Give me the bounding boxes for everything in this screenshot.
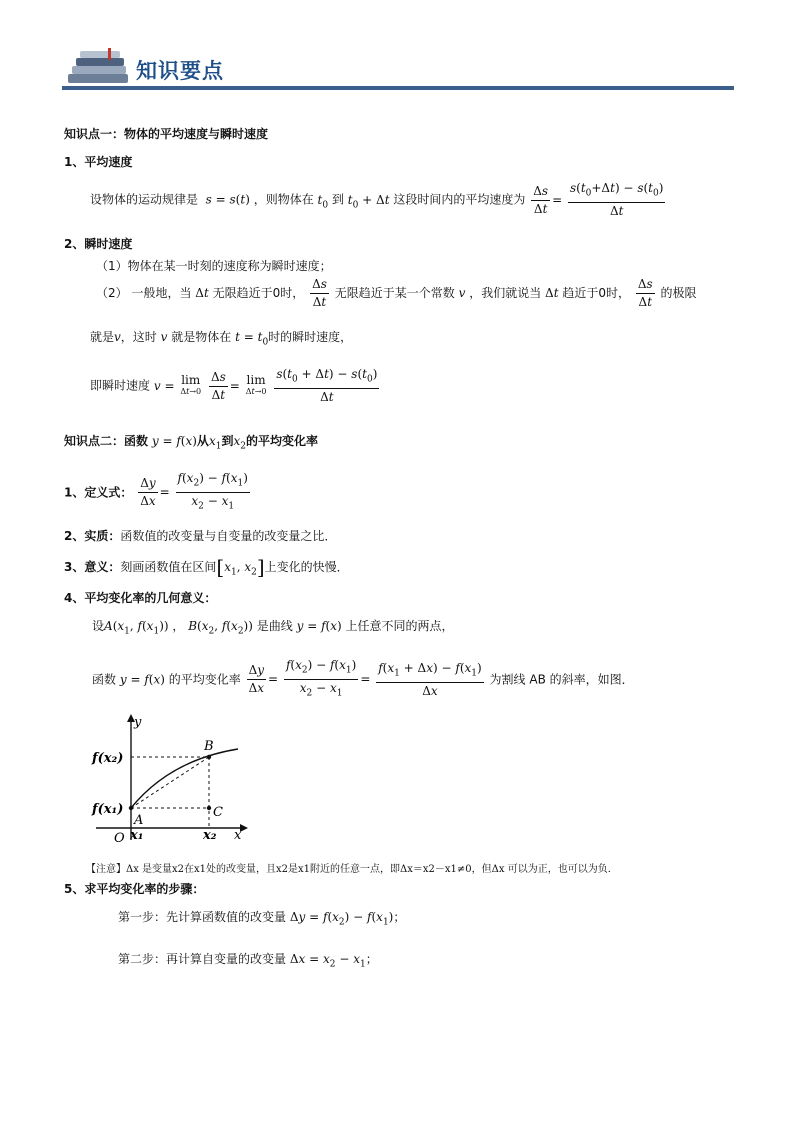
page-title: 知识要点: [136, 59, 224, 83]
dt-symbol: Δt: [195, 286, 209, 300]
essence-text: 函数值的改变量与自变量的改变量之比．: [120, 529, 337, 543]
point-b: [207, 755, 211, 759]
rate-formula: $\frac{\Delta y}{\Delta x}$ = $\frac{f(x_2) - f(x_1)}{x_2 - x_1}$ = $\frac{f(x_1 + \Delta x) - f(x_1)}{\Delta x}$: [248, 658, 482, 699]
avg-text-a: 设物体的运动规律是: [90, 192, 199, 207]
step2-end: ；: [365, 952, 378, 966]
avg-text-b: ，则物体在: [253, 192, 314, 207]
x-axis-label: x: [234, 828, 242, 843]
note-text: 【注意】Δx 是变量x2在x1处的改变量，且x2是x1附近的任意一点，即Δx＝x2－x1≠0，但Δx 可以为正，也可以为负．: [86, 864, 618, 875]
geo-text-c: 上任意不同的两点，: [345, 619, 454, 633]
x2-symbol: $x_2$: [233, 434, 246, 452]
fx2-label: f(x₂): [92, 751, 124, 766]
x1-symbol: $x_1$: [208, 434, 222, 452]
rate-text-b: 的平均变化率: [168, 672, 241, 687]
t0-dt-symbol: $t_0 + \Delta t$: [347, 192, 390, 211]
dt-symbol-2: Δt: [545, 286, 559, 300]
item2-text-b: 无限趋近于0时，: [212, 286, 305, 300]
function-curve: [131, 749, 238, 808]
step1-text: 第一步：先计算函数值的改变量: [118, 910, 287, 924]
point-c: [207, 806, 211, 810]
line2-text-c: 就是物体在: [171, 330, 232, 344]
header-logo: [64, 48, 136, 88]
point-a-label: A: [134, 813, 144, 828]
line2-text-a: 就是: [90, 330, 115, 344]
item2-text-a: （2） 一般地，当: [96, 286, 192, 300]
inst-velocity-formula: [90, 366, 381, 406]
rate-text-c: 为割线 AB 的斜率，如图．: [489, 672, 634, 687]
heading-c: 到: [221, 434, 234, 448]
ds-dt-fraction-2: $\frac{\Delta s}{\Delta t}$: [637, 277, 653, 309]
geo-heading: 4、平均变化率的几何意义：: [64, 591, 217, 605]
point-a: [129, 806, 133, 810]
item2-text-e: 趋近于0时，: [562, 286, 631, 300]
point-a-coords: $A(x_1$, $f(x_1)$): [104, 619, 169, 637]
essence-label: 2、实质：: [64, 529, 121, 543]
geo-text-a: 设: [92, 619, 105, 633]
law-formula: s = s(t): [201, 192, 250, 207]
v-symbol-2: v: [114, 330, 121, 344]
section1-heading: 知识点一：物体的平均速度与瞬时速度: [64, 127, 269, 141]
section2-heading: [64, 432, 318, 451]
avg-text-c: 到: [331, 192, 344, 207]
books-icon: [64, 48, 136, 88]
secant-line: [131, 757, 209, 808]
inst-item1: （1）物体在某一时刻的速度称为瞬时速度；: [96, 259, 332, 273]
point-b-coords: $B(x_2$, $f(x_2)$): [188, 619, 253, 637]
step2-line: [118, 950, 378, 969]
interval-formula: [$x_1$, $x_2$]: [216, 555, 265, 579]
ds-dt-fraction: $\frac{\Delta s}{\Delta t}$: [312, 277, 327, 309]
meaning-line: [64, 555, 349, 579]
formula-prefix: 即瞬时速度: [90, 378, 151, 393]
y-eq-fx-2: y = f(x): [119, 672, 165, 687]
t0-symbol: $t_0$: [317, 192, 329, 211]
avg-text-d: 这段时间内的平均速度为: [393, 192, 526, 207]
fx1-label: f(x₁): [92, 802, 124, 817]
inst-line2: [90, 328, 352, 347]
item2-text-f: 的极限: [660, 286, 697, 300]
point-c-label: C: [213, 805, 223, 820]
def-formula: $\frac{\Delta y}{\Delta x}$ = $\frac{f(x_2) - f(x_1)}{x_2 - x_1}$: [140, 471, 248, 512]
item2-text-c: 无限趋近于某一个常数: [334, 286, 455, 300]
v-symbol: v: [458, 286, 466, 300]
inst-item2: [96, 276, 697, 311]
avg-velocity-line: [90, 180, 667, 220]
heading-b: 从: [196, 434, 209, 448]
graph-svg: [90, 712, 250, 844]
steps-heading: 5、求平均变化率的步骤：: [64, 882, 205, 896]
dy-formula: $\Delta y = f(x_2) - f(x_1)$: [289, 910, 394, 928]
item2-text-d: ，我们就说当: [469, 286, 542, 300]
y-axis-label: y: [134, 715, 142, 730]
inst-velocity-heading: 2、瞬时速度: [64, 237, 133, 251]
definition-line: [64, 470, 252, 516]
rate-line: [92, 657, 634, 703]
heading-a: 知识点二：函数: [64, 434, 149, 448]
meaning-text-b: 上变化的快慢．: [264, 560, 349, 574]
step1-line: [118, 908, 405, 927]
step1-end: ；: [393, 910, 406, 924]
line2-text-d: 时的瞬时速度，: [268, 330, 353, 344]
line2-text-b: ，这时: [120, 330, 157, 344]
essence-line: [64, 527, 336, 544]
x1-label: x₁: [130, 828, 144, 843]
rate-text-a: 函数: [92, 672, 117, 687]
dx-formula: $\Delta x = x_2 - x_1$: [289, 952, 366, 970]
def-label: 1、定义式：: [64, 485, 133, 500]
geo-text-b: 是曲线: [256, 619, 293, 633]
header-divider: [62, 86, 734, 90]
step2-text: 第二步：再计算自变量的改变量: [118, 952, 287, 966]
point-b-label: B: [204, 739, 214, 754]
heading-d: 的平均变化率: [245, 434, 318, 448]
v-symbol-3: v: [160, 330, 168, 344]
avg-velocity-heading: 1、平均速度: [64, 155, 133, 169]
curve-formula: y = f(x): [296, 619, 342, 633]
origin-label: O: [114, 831, 125, 844]
secant-graph: [90, 712, 250, 844]
x2-label: x₂: [203, 828, 217, 843]
limit-formula: v = lim Δt→0 $\frac{\Delta s}{\Delta t}$ = lim Δt→0 $\frac{s(t_0 + \Delta t) - s(t_0)}{\Delta t}$: [153, 367, 378, 405]
t-eq-t0: $t = t_0$: [235, 330, 269, 348]
avg-velocity-formula: $\frac{\Delta s}{\Delta t}$ = $\frac{s(t_0+\Delta t) - s(t_0)}{\Delta t}$: [533, 181, 664, 219]
meaning-label: 3、意义：: [64, 560, 121, 574]
meaning-text-a: 刻画函数值在区间: [120, 560, 217, 574]
geo-line: 设$A(x_1$, $f(x_1)$) ， $B(x_2$, $f(x_2)$) 是曲线 y = f(x) 上任意不同的两点，: [92, 619, 454, 637]
y-eq-fx: y = f(x): [148, 434, 197, 448]
